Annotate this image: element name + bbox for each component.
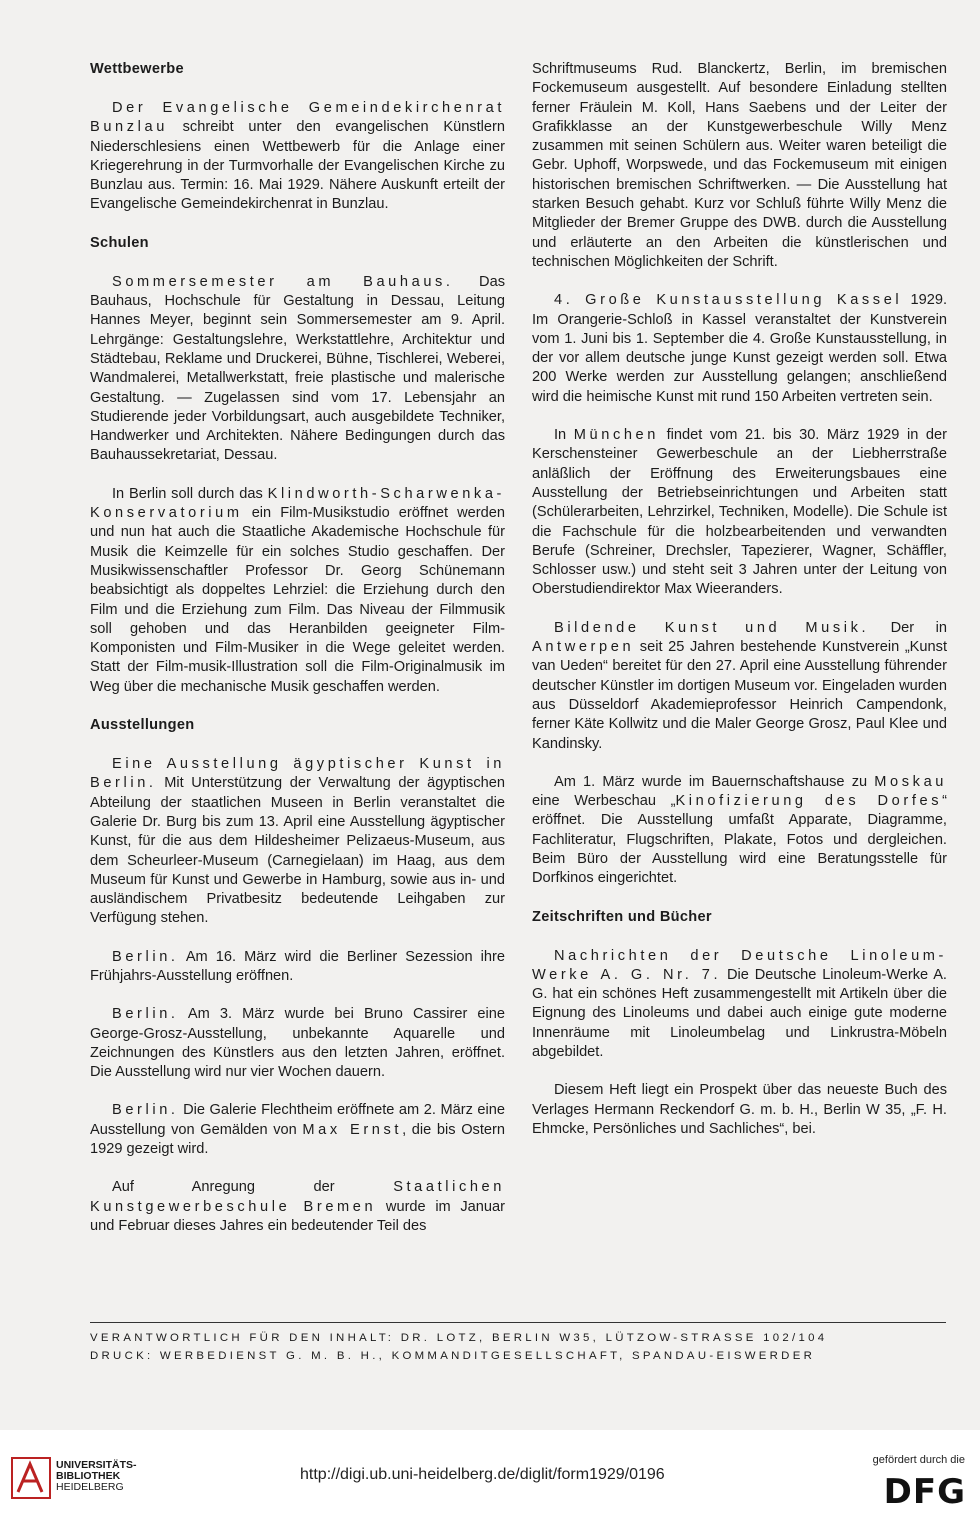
spaced-lead: Der Evangelische Gemeindekirchenrat Bunzlau	[90, 100, 505, 136]
paragraph-bremen: Auf Anregung der Staatlichen Kunstgewerbeschule Bremen wurde im Januar und Februar dieses Jahres ein bedeutender Teil des	[90, 1179, 505, 1234]
imprint-line-2: DRUCK: WERBEDIENST G. M. B. H., KOMMANDITGESELLSCHAFT, SPANDAU-EISWERDER	[90, 1350, 816, 1362]
spaced-city: Moskau	[874, 773, 947, 790]
source-url-link[interactable]: http://digi.ub.uni-heidelberg.de/diglit/form1929/0196	[300, 1466, 665, 1483]
spaced-name: Max Ernst	[302, 1121, 403, 1138]
paragraph-bauhaus: Sommersemester am Bauhaus. Das Bauhaus, Hochschule für Gestaltung in Dessau, Leitung Hannes Meyer, beginnt sein Sommersemester am 9. April. Lehrgänge: Gestaltungslehre, Werkstattlehre, Architektur und Städtebau, Reklame und Druckerei, Bühne, Tischlerei, Weberei, Wandmalerei, Metallwerkstatt, freie plastische und malerische Gestaltung. — Zugelassen sind vom 17. Lebensjahr an Studierende jeder Vorbildungsart, auch ausgebildete Techniker, Handwerker und Architekten. Nähere Bedingungen durch das Bauhaussekretariat, Dessau.	[90, 273, 505, 464]
paragraph-moskau: Am 1. März wurde im Bauernschaftshause zu Moskau eine Werbeschau „Kinofizierung des Dorfes“ eröffnet. Die Ausstellung umfaßt Apparate, Diagramme, Fachliteratur, Flugschriften, Plakate, Fotos und dergleichen. Beim Büro der Ausstellung wird eine Beratungsstelle für Dorfkinos eingerichtet.	[532, 773, 947, 887]
paragraph-aegyptische-kunst: Eine Ausstellung ägyptischer Kunst in Berlin. Mit Unterstützung der Verwaltung der ägyptischen Abteilung der staatlichen Museen in Berlin veranstaltet die Galerie Dr. Burg bis zum 13. April eine Ausstellung ägyptischer Kunst, für die aus dem Hildesheimer Pelizaeus-Museum, aus dem Scheurleer-Museum (Carnegielaan) im Haag, aus dem Museum für Kunst und Gewerbe in Hamburg, sowie aus in- und ausländischem Privatbesitz bedeutende Leihgaben zur Verfügung stehen.	[90, 756, 505, 927]
paragraph-prospekt: Diesem Heft liegt ein Prospekt über das neueste Buch des Verlages Hermann Reckendorf G. m. b. H., Berlin W 35, „F. H. Ehmcke, Persönliches und Sachliches“, bei.	[532, 1082, 947, 1137]
digitization-footer	[0, 1430, 980, 1515]
paragraph-bunzlau: Der Evangelische Gemeindekirchenrat Bunzlau schreibt unter den evangelischen Künstlern Niederschlesiens einen Wettbewerb für die Anlage einer Kriegerehrung in der Turmvorhalle der Evangelischen Kirche zu Bunzlau aus. Termin: 16. Mai 1929. Nähere Auskunft erteilt der Evangelische Gemeindekirchenrat in Bunzlau.	[90, 100, 505, 213]
heading-wettbewerbe: Wettbewerbe	[90, 61, 184, 77]
spaced-lead: München	[573, 427, 659, 444]
spaced-lead: Berlin.	[112, 948, 179, 965]
spaced-lead: Nachrichten der Deutsche Linoleum-Werke A. G. Nr. 7.	[532, 947, 947, 983]
right-column	[532, 60, 947, 1158]
spaced-lead: Sommersemester am Bauhaus.	[112, 273, 454, 290]
paragraph-konservatorium: In Berlin soll durch das Klindworth-Scharwenka-Konservatorium ein Film-Musikstudio eröffnet werden und nun hat auch die Staatliche Akademische Hochschule für Musik die Keimzelle für ein solches Studio geschaffen. Der Musikwissenschaftler Professor Dr. Georg Schünemann beabsichtigt als doppeltes Lehrziel: die Erziehung durch den Film und die Erziehung zum Film. Das Niveau der Filmmusik soll gehoben und das Heranbilden geeigneter Film-Komponisten und Film-Musiker in die Wege geleitet werden. Statt der Film-musik-Illustration soll die Film-Originalmusik im Weg über die mechanische Musik geschaffen werden.	[90, 485, 505, 695]
spaced-lead: Staatlichen Kunstgewerbeschule Bremen	[90, 1179, 505, 1215]
spaced-lead: Klindworth-Scharwenka-Konservatorium	[90, 485, 505, 522]
paragraph-linoleum: Nachrichten der Deutsche Linoleum-Werke A. G. Nr. 7. Die Deutsche Linoleum-Werke A. G. hat ein schönes Heft zusammengestellt mit Artikeln über die Eignung des Linoleums und dabei auch einige gute moderne Innenräume mit Linoleumbelag und Linkrustra-Möbeln abgebildet.	[532, 947, 947, 1061]
paragraph-antwerpen: Bildende Kunst und Musik. Der in Antwerpen seit 25 Jahren bestehende Kunstverein „Kunst van Ueden“ bereitet für den 27. April eine Ausstellung führender deutscher Künstler im dortigen Museum vor. Eingeladen wurden aus Düsseldorf Akademieprofessor Heinrich Campendonk, ferner Käte Kollwitz und die Maler George Grosz, Paul Klee und Kandinsky.	[532, 619, 948, 752]
spaced-lead: Berlin.	[112, 1102, 179, 1119]
paragraph-schriftmuseum: Schriftmuseums Rud. Blanckertz, Berlin, im bremischen Fockemuseum ausgestellt. Auf besondere Einladung stellten ferner Fräulein M. Koll, Hans Saebens und der Leiter der Grafikklasse an der Kunstgewerbeschule Willy Menz zusammen mit seinen Schülern aus. Weiter waren beteiligt die Gebr. Uphoff, Worpswede, und das Fockemuseum mit einigen historischen bremischen Schriftwerken. — Die Ausstellung hat starken Besuch gehabt. Kurz vor Schluß führte Willy Menz die Mitglieder der Bremer Gruppe des DWB. durch die Ausstellung und erläuterte an den Arbeiten die künstlerischen und technischen Möglichkeiten der Schrift.	[532, 61, 947, 270]
imprint	[90, 1322, 946, 1365]
heading-schulen: Schulen	[90, 234, 149, 251]
spaced-city: Antwerpen	[532, 639, 635, 656]
paragraph-grosz: Berlin. Am 3. März wurde bei Bruno Cassirer eine George-Grosz-Ausstellung, unbekannte Aquarelle und Zeichnungen des Künstlers aus den letzten Jahren, eröffnet. Die Ausstellung wird nur vier Wochen dauern.	[90, 1006, 505, 1081]
paragraph-sezession: Berlin. Am 16. März wird die Berliner Sezession ihre Frühjahrs-Ausstellung eröffnen.	[90, 948, 505, 984]
heading-ausstellungen: Ausstellungen	[90, 717, 195, 734]
imprint-line-1: VERANTWORTLICH FÜR DEN INHALT: DR. LOTZ, BERLIN W35, LÜTZOW-STRASSE 102/104	[90, 1332, 828, 1344]
spaced-lead: Bildende Kunst und Musik.	[554, 619, 870, 636]
paragraph-flechtheim: Berlin. Die Galerie Flechtheim eröffnete am 2. März eine Ausstellung von Gemälden von Max Ernst, die bis Ostern 1929 gezeigt wird.	[90, 1102, 505, 1158]
spaced-title: Kinofizierung des Dorfes	[675, 793, 943, 810]
funding-note: gefördert durch die	[872, 1454, 965, 1466]
heading-zeitschriften: Zeitschriften und Bücher	[532, 908, 712, 925]
library-name: UNIVERSITÄTS- BIBLIOTHEK HEIDELBERG	[56, 1459, 137, 1493]
spaced-lead: Eine Ausstellung ägyptischer Kunst in Berlin.	[90, 756, 505, 792]
dfg-logo: DFG	[883, 1472, 966, 1512]
left-column	[90, 60, 505, 1255]
spaced-lead: Berlin.	[112, 1006, 179, 1023]
spaced-lead: 4. Große Kunstausstellung Kassel	[554, 292, 903, 309]
paragraph-muenchen: In München findet vom 21. bis 30. März 1929 in der Kerschensteiner Gewerbeschule an der Liebherrstraße anläßlich der Eröffnung des Erweiterungsbaues eine Ausstellung der Betriebseinrichtungen und Arbeiten statt (Schülerarbeiten, Lehrzirkel, Techniken, Modelle). Die Schule ist die Fachschule für die holzbearbeitenden und verwandten Berufe (Schreiner, Drechsler, Tapezierer, Wagner, Schäffler, Schlosser usw.) und steht seit 3 Jahren unter der Leitung von Oberstudiendirektor Max Wieeranders.	[532, 427, 947, 598]
paragraph-kassel: 4. Große Kunstausstellung Kassel 1929. Im Orangerie-Schloß in Kassel veranstaltet der Kunstverein vom 1. Juni bis 1. September die 4. Große Kunstausstellung, in der vor allem deutsche junge Kunst gezeigt werden soll. Etwa 200 Werke werden zur Ausstellung gelangen; anschließend wird die heimische Kunst mit rund 150 Arbeiten vertreten sein.	[532, 292, 947, 405]
